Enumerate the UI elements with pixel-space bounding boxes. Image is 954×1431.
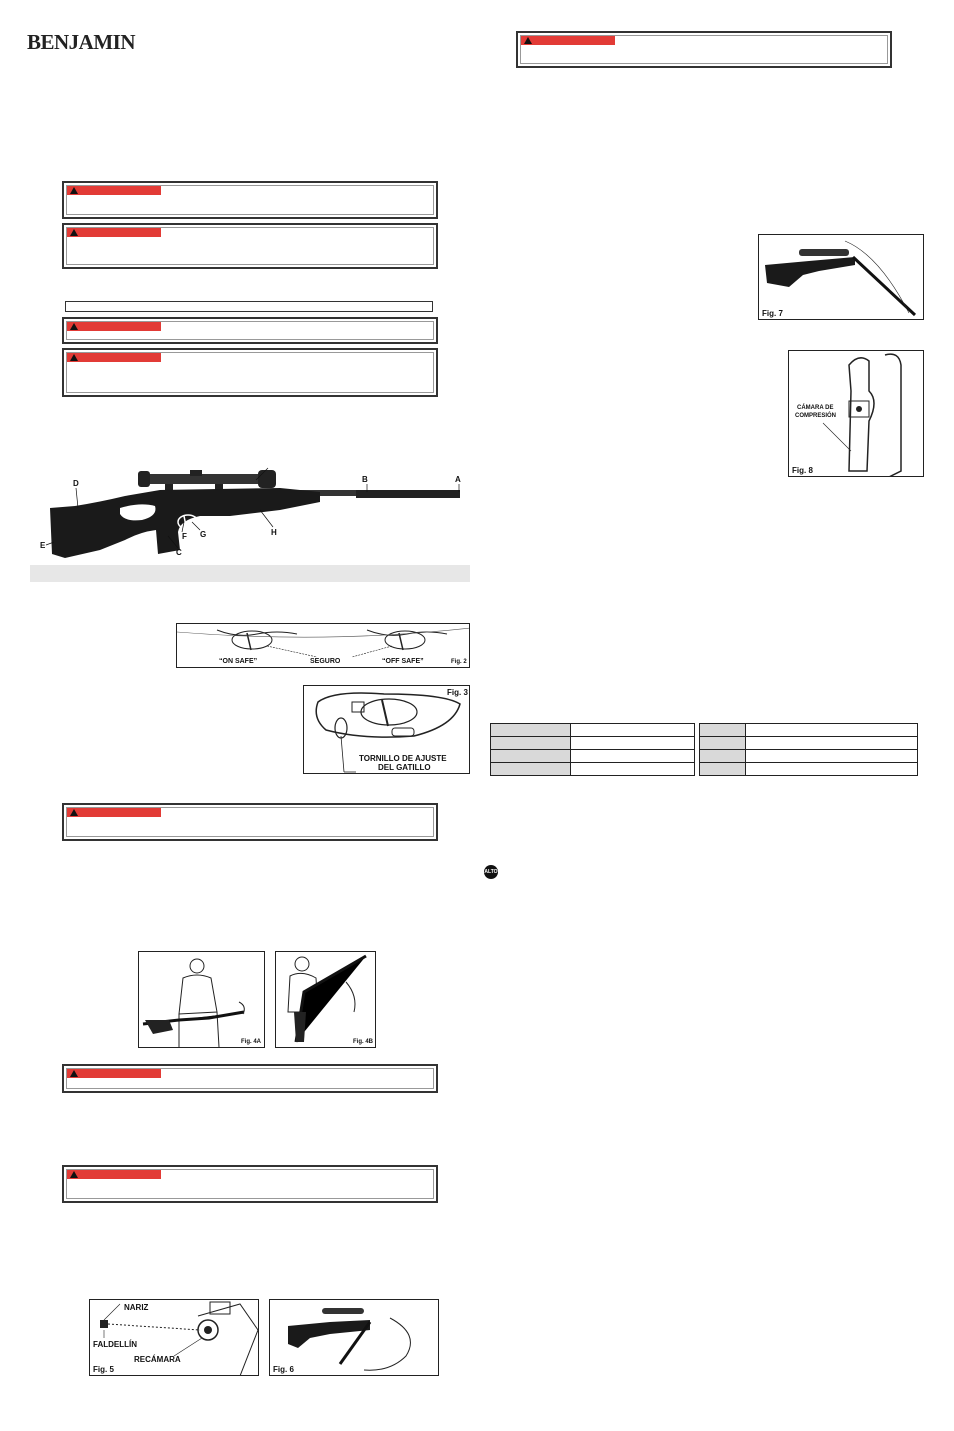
warning-triangle-icon	[70, 187, 78, 194]
part-label-c: C	[176, 548, 182, 557]
figure-label: Fig. 4B	[353, 1039, 374, 1045]
warning-box	[62, 348, 438, 397]
part-label-d: D	[73, 479, 79, 488]
figure-7	[758, 234, 924, 320]
figure-label: Fig. 8	[792, 466, 813, 475]
warning-box	[516, 31, 892, 68]
stop-sign-icon: ALTO	[484, 865, 498, 879]
compression-chamber-caption-2: COMPRESIÓN	[795, 413, 837, 419]
seguro-label: SEGURO	[310, 658, 341, 665]
recamara-label: RECÁMARA	[134, 1355, 181, 1364]
figure-label: Fig. 2	[451, 659, 467, 665]
figure-4a	[138, 951, 265, 1048]
spec-table-right	[699, 723, 918, 776]
faldellin-label: FALDELLÍN	[93, 1340, 137, 1349]
trigger-screw-caption-2: DEL GATILLO	[378, 763, 431, 772]
figure-label: Fig. 3	[447, 688, 468, 697]
warning-box	[62, 223, 438, 269]
figure-label: Fig. 7	[762, 309, 783, 318]
warning-box	[62, 1165, 438, 1203]
part-label-e: E	[40, 541, 46, 550]
warning-triangle-icon	[70, 229, 78, 236]
part-label-h: H	[271, 528, 277, 537]
note-box	[65, 301, 433, 312]
trigger-screw-caption-1: TORNILLO DE AJUSTE	[359, 754, 447, 763]
warning-triangle-icon	[70, 323, 78, 330]
figure-8	[788, 350, 924, 477]
warning-triangle-icon	[70, 809, 78, 816]
warning-triangle-icon	[70, 1171, 78, 1178]
warning-box	[62, 803, 438, 841]
figure-6	[269, 1299, 439, 1376]
on-safe-label: “ON SAFE”	[219, 658, 258, 665]
figure-5	[89, 1299, 259, 1376]
warning-triangle-icon	[70, 354, 78, 361]
part-label-b: B	[362, 475, 368, 484]
warning-box	[62, 181, 438, 219]
warning-triangle-icon	[70, 1070, 78, 1077]
section-band	[30, 565, 470, 582]
warning-box	[62, 1064, 438, 1093]
off-safe-label: “OFF SAFE”	[382, 658, 424, 665]
rifle-diagram	[30, 450, 470, 565]
warning-triangle-icon	[524, 37, 532, 44]
brand-logo: BENJAMIN	[27, 30, 136, 54]
figure-4b	[275, 951, 376, 1048]
part-label-g: G	[200, 530, 207, 539]
part-label-a: A	[455, 475, 461, 484]
spec-table-left	[490, 723, 695, 776]
figure-label: Fig. 5	[93, 1365, 114, 1374]
warning-box	[62, 317, 438, 344]
figure-label: Fig. 4A	[241, 1039, 262, 1045]
nariz-label: NARIZ	[124, 1303, 149, 1312]
figure-label: Fig. 6	[273, 1365, 294, 1374]
figure-2	[176, 623, 470, 668]
figure-3	[303, 685, 470, 774]
compression-chamber-caption-1: CÁMARA DE	[797, 405, 834, 411]
part-label-f: F	[182, 532, 187, 541]
